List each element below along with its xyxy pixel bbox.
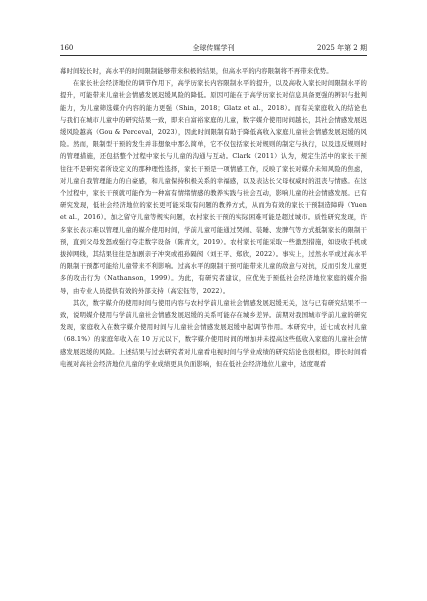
journal-title: 全球传媒学刊 [192,44,235,52]
issue-label: 2025 年第 2 期 [317,44,367,52]
running-header [60,44,367,56]
paragraph: 其次，数字媒介的使用时间与使用内容与农村学前儿童社会情感发展迟缓无关，这与已有研究结果不一致，说明媒介使用与学前儿童社会情感发展迟缓的关系可能存在城乡差异。前期对我国城市学前儿童的研究发现，家庭收入在数字媒介使用时间与儿童社会情感发展迟缓中起调节作用。本研究中，近七成农村儿童（68.1%）的家庭年收入在 10 万元以下，数字媒介使用时间的增加并未提高这些低收入家庭的儿童社会情感发展迟缓的风险。上述结果与过去研究者对儿童看电视时间与学业成绩的研究结论也很相似，即长时间看电视对高社会经济地位儿童的学业成绩更具负面影响，但在低社会经济地位儿童中，适度观看 [60,299,367,368]
paragraph: 在家长社会经济地位的调节作用下，高学历家长内容限制水平的提升，以及高收入家长时间限制水平的提升，可能带来儿童社会情感发展迟缓风险的降低。原因可能在于高学历家长对信息具备更强的辨识与批判能力，为儿童筛选媒介内容的能力更强（Shin，2018；Glatz et al.，2018）。而有关家庭收入的结论也与我们在城市儿童中的研究结果一致，即来自富裕家庭的儿童，数字媒介使用时间越长，其社会情感发展迟缓风险越高（Gou & Perceval，2023），因此时间限制有助于降低高收入家庭儿童社会情感发展迟缓的风险。然而，限制型干预的发生并非想象中那么简单，它不仅包括家长对规则的制定与执行，以及违反规则时的管理措施，还包括整个过程中家长与儿童的沟通与互动。Clark（2011）认为，规定生活中的家长干预往往不是研究者所设定义的那种理性选择，家长干预是一项情感工作，反映了家长对媒介未知风险的焦虑，对儿童自我管理能力的自豪感，和儿童保持积极关系的幸福感，以及表达长父母权威时的沮丧与情感。在这个过程中，家长干预就可能作为一种富有情绪情感的教养实践与社会互动，影响儿童的社会情感发展。已有研究发现，低社会经济地位的家长更可能采取有问题的教养方式，从而为有效的家长干预制造障碍（Yuen et al.，2016）。加之留守儿童等规实问题，农村家长干预的实际困难可能是超过城市。质性研究发现，许多家长表示难以管理儿童的媒介使用时间，学前儿童可能通过哭闹、装睡、发脾气等方式抵制家长的限制干预，直到父母发怒或强行夺走数字设备（陈青文，2019）。农村家长可能采取一些激烈措施，如设收手机或拔掉网线，其结果往往是加剧亲子冲突或祖孙隔阂（刘王平、郑欣，2022）。事实上，过然水平或过高水平的限制干预都可能给儿童带来不利影响。过高水平的限制干预可能带来儿童的敌意与对抗，反而引发儿童更多的攻击行为（Nathanson，1999）。为此，有研究者建议，应优先于预低社会经济地位家庭的媒介指导，由专业人员提供有效的外部支持（高宏钰等，2022）。 [60,80,367,295]
page-number: 160 [60,44,74,52]
article-body [60,66,367,371]
paragraph: 幕时间较长时，高水平的时间限制能够带来积极的结果，但高水平的内容限制将不再带来优势。 [60,68,333,75]
